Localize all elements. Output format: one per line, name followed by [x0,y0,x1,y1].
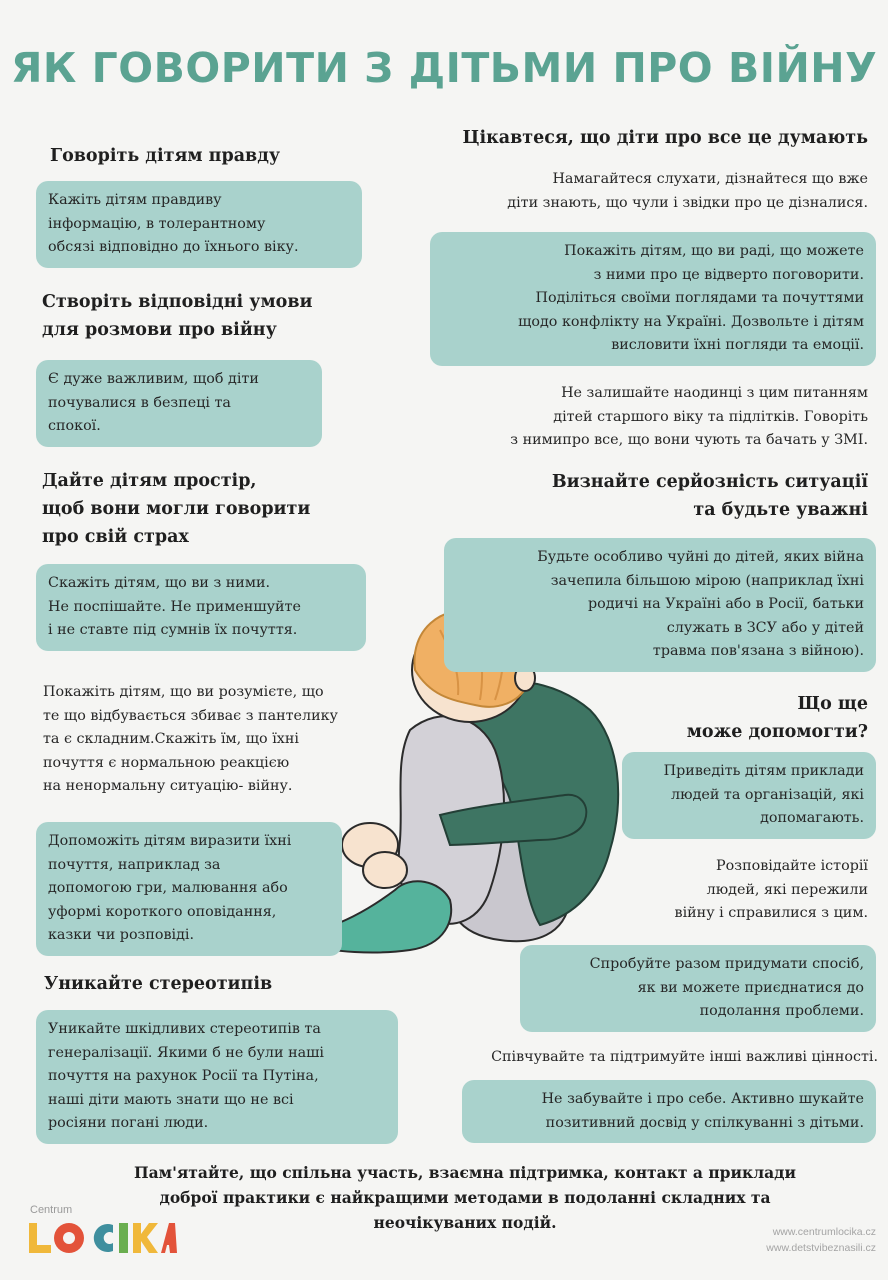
text-line: почуття є нормальною реакцією [43,754,290,771]
tip-line: родичі на Україні або в Росії, батьки [587,596,864,612]
tip-line: Не поспішайте. Не применшуйте [48,598,301,615]
tip-box-join-solution [520,945,876,1032]
tip-box-be-with-them [36,564,366,651]
tip-line: зачепила більшою мірою (наприклад їхні [550,572,864,589]
tip-line: Уникайте шкідливих стереотипів та [48,1021,321,1037]
tip-line: і не ставте під сумнів їх почуття. [48,622,298,638]
tip-line: Спробуйте разом придумати спосіб, [589,956,864,972]
text-empathize: Співчувайте та підтримуйте інші важливі цінності. [491,1049,878,1065]
heading-line: Створіть відповідні умови [42,292,313,312]
tip-line: почувалися в безпеці та [48,394,231,411]
locika-logo [27,1221,177,1255]
tip-line: Покажіть дітям, що ви раді, що можете [564,243,864,259]
footer-line: доброї практики є найкращими методами в подоланні складних та [159,1188,771,1207]
tip-line: генералізації. Якими б не були наші [48,1044,325,1061]
heading-line: може допомогти? [686,722,868,742]
heading-tell-truth: Говоріть дітям правду [50,146,281,166]
website-links [766,1224,876,1256]
heading-what-else [687,690,868,746]
tip-line: допомогою гри, малювання або [48,880,288,896]
tip-box-safety [36,360,322,447]
tip-line: почуття, наприклад за [48,856,221,873]
text-line: дітей старшого віку та підлітків. Говоріть [553,408,868,425]
text-older-children [510,382,868,453]
tip-line: росіяни погані люди. [48,1115,209,1131]
heading-line: про свій страх [42,527,189,547]
text-stories [675,855,868,926]
tip-line: допомагають. [760,810,864,826]
tip-box-stereotypes [36,1010,398,1144]
logo-caption: Centrum [30,1204,73,1216]
text-line: та є складним.Скажіть їм, що їхні [43,731,299,747]
heading-be-interested: Цікавтеся, що діти про все це думають [462,128,868,148]
tip-line: Кажіть дітям правдиву [48,192,222,208]
tip-line: інформацію, в толерантному [48,215,266,232]
heading-line: для розмови про війну [42,320,277,340]
tip-line: Скажіть дітям, що ви з ними. [48,575,271,591]
text-line: війну і справилися з цим. [674,905,868,921]
tip-line: казки чи розповіді. [48,927,195,943]
heading-line: Дайте дітям простір, [42,471,257,491]
heading-line: щоб вони могли говорити [42,499,311,519]
heading-line: та будьте уважні [693,500,868,520]
tip-box-examples [622,752,876,839]
text-line: Не залишайте наодинці з цим питанням [561,385,868,401]
tip-line: Приведіть дітям приклади [663,763,864,779]
tip-line: як ви можете приєднатися до [637,979,864,996]
tip-line: висловити їхні погляди та емоції. [611,337,864,353]
tip-box-talk-openly [430,232,876,366]
tip-line: позитивний досвід у спілкуванні з дітьми. [545,1114,864,1131]
tip-line: подолання проблеми. [699,1003,864,1019]
tip-box-self-care [462,1080,876,1143]
text-line: Розповідайте історії [716,858,868,874]
text-line: діти знають, що чули і звідки про це дізналися. [507,194,868,211]
text-line: з нимипро все, що вони чують та бачать у ЗМІ. [510,432,868,448]
tip-box-sensitive [444,538,876,672]
tip-line: наші діти мають знати що не всі [48,1091,294,1108]
text-understand [43,681,338,799]
heading-create-conditions [42,288,313,344]
tip-line: обсязі відповідно до їхнього віку. [48,239,299,255]
tip-line: спокої. [48,418,101,434]
poster-title: ЯК ГОВОРИТИ З ДІТЬМИ ПРО ВІЙНУ [10,44,878,92]
tip-box-express-feelings [36,822,342,956]
tip-line: з ними про це відверто поговорити. [593,266,864,283]
tip-line: Допоможіть дітям виразити їхні [48,833,292,849]
heading-avoid-stereotypes: Уникайте стереотипів [44,974,273,994]
tip-line: почуття на рахунок Росії та Путіна, [48,1068,319,1084]
tip-line: служать в ЗСУ або у дітей [666,619,864,636]
text-line: на ненормальну ситуацію- війну. [43,778,293,794]
tip-line: травма пов'язана з війною). [652,643,864,659]
tip-line: Не забувайте і про себе. Активно шукайте [541,1091,864,1107]
footer-message [90,1160,840,1235]
heading-acknowledge [552,468,868,524]
tip-line: Будьте особливо чуйні до дітей, яких війна [537,549,864,565]
heading-give-space [42,467,310,551]
text-line: те що відбувається збиває з пантелику [43,707,338,724]
website-link: www.detstvibeznasili.cz [766,1242,876,1254]
text-line: Покажіть дітям, що ви розумієте, що [43,684,324,700]
heading-line: Що ще [797,694,868,714]
text-listen [507,168,868,215]
text-line: людей, які пережили [706,881,868,898]
tip-line: Поділіться своїми поглядами та почуттями [535,290,864,306]
heading-line: Визнайте серйозність ситуації [551,472,868,492]
footer-line: неочікуваних подій. [373,1213,557,1232]
tip-box-truthful-info [36,181,362,268]
tip-line: людей та організацій, які [671,786,864,803]
tip-line: Є дуже важливим, щоб діти [48,371,259,387]
website-link: www.centrumlocika.cz [772,1226,876,1238]
tip-line: уформі короткого оповідання, [48,903,277,920]
footer-line: Пам'ятайте, що спільна участь, взаємна підтримка, контакт а приклади [133,1163,797,1182]
tip-line: щодо конфлікту на Україні. Дозвольте і дітям [518,313,864,330]
text-line: Намагайтеся слухати, дізнайтеся що вже [552,171,868,187]
